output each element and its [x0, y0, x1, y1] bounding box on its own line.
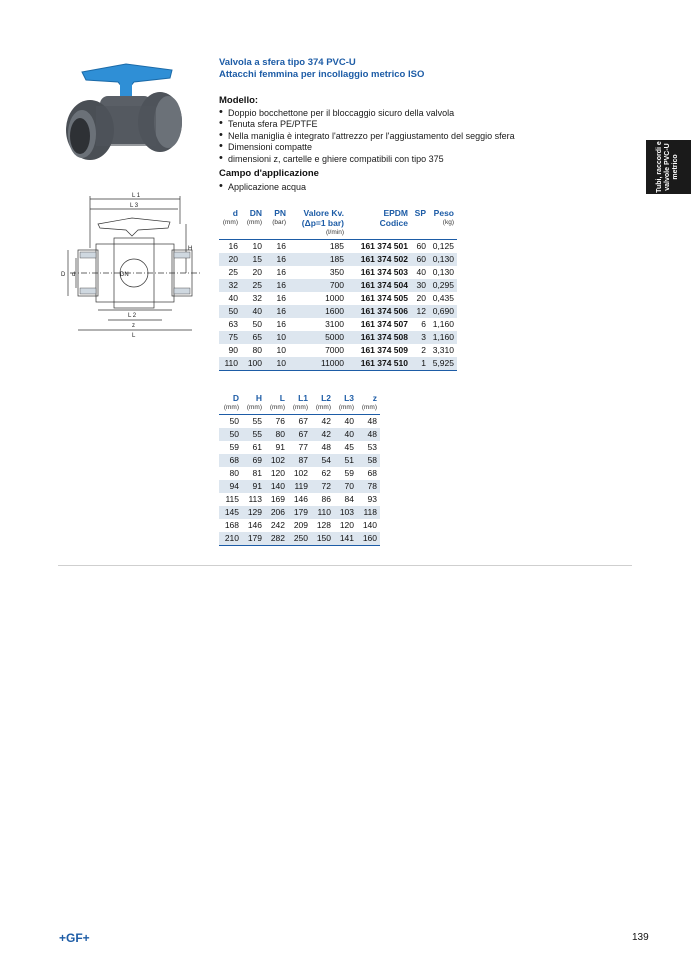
table-cell: 350 — [329, 267, 344, 277]
column-header: L1 (mm) — [288, 393, 311, 415]
table-cell: 70 — [334, 480, 357, 493]
table-cell: 61 — [252, 442, 262, 452]
table-cell: 128 — [316, 520, 331, 530]
table-cell: 185 — [289, 253, 347, 266]
table-cell: 72 — [311, 480, 334, 493]
table-cell: 10 — [265, 357, 289, 371]
table-cell: 110 — [311, 506, 334, 519]
product-title — [219, 57, 424, 81]
application-list — [219, 182, 306, 193]
model-list — [219, 108, 515, 165]
table-cell: 102 — [265, 454, 288, 467]
column-header: z (mm) — [357, 393, 380, 415]
table-cell: 5,925 — [429, 357, 457, 371]
label-H: H — [188, 246, 193, 252]
table-cell: 55 — [252, 416, 262, 426]
table-row — [219, 519, 380, 532]
table-cell: 110 — [219, 357, 241, 371]
table-cell: 65 — [241, 331, 265, 344]
list-item: • Nella maniglia è integrato l'attrezzo per l'aggiustamento del seggio sfera — [219, 131, 515, 142]
list-item: • Tenuta sfera PE/PTFE — [219, 119, 515, 130]
table-row — [219, 305, 457, 318]
table-cell: 25 — [241, 279, 265, 292]
table-cell: 42 — [321, 416, 331, 426]
table-cell: 16 — [276, 319, 286, 329]
table-row — [219, 318, 457, 331]
table-cell: 20 — [219, 253, 241, 266]
table-cell: 40 — [228, 293, 238, 303]
table-cell: 50 — [219, 428, 242, 441]
table-cell: 59 — [344, 468, 354, 478]
table-cell: 91 — [275, 442, 285, 452]
table-cell: 118 — [357, 506, 380, 519]
table-row — [219, 292, 457, 305]
table-cell: 169 — [270, 494, 285, 504]
table-cell: 161 374 508 — [347, 331, 411, 344]
table-cell: 206 — [265, 506, 288, 519]
table-cell: 20 — [416, 293, 426, 303]
product-title-line2: Attacchi femmina per incollaggio metrico ISO — [219, 69, 425, 80]
table-cell: 90 — [228, 345, 238, 355]
table-cell: 242 — [270, 520, 285, 530]
column-header: Valore Kv. (Δp=1 bar) (l/min) — [289, 208, 347, 240]
table-cell: 80 — [252, 345, 262, 355]
table-cell: 209 — [293, 520, 308, 530]
table-cell: 1,160 — [432, 319, 454, 329]
table-cell: 161 374 504 — [347, 279, 411, 292]
column-header: EPDM Codice — [347, 208, 411, 240]
table-row — [219, 480, 380, 493]
table-cell: 15 — [241, 253, 265, 266]
table-cell: 146 — [247, 520, 262, 530]
table-cell: 1 — [411, 357, 429, 371]
table-cell: 146 — [293, 494, 308, 504]
column-header: L (mm) — [265, 393, 288, 415]
table-cell: 282 — [265, 532, 288, 546]
table-cell: 58 — [357, 454, 380, 467]
table-cell: 161 374 501 — [360, 241, 408, 251]
table-cell: 45 — [344, 442, 354, 452]
table-cell: 7000 — [325, 345, 344, 355]
side-tab-line1: Tubi, raccordi e — [656, 141, 663, 193]
table-cell: 68 — [367, 468, 377, 478]
table-cell: 5000 — [289, 331, 347, 344]
label-L3: L 3 — [130, 203, 139, 209]
label-d: d — [72, 272, 76, 278]
table-row — [219, 240, 457, 254]
table-cell: 160 — [357, 532, 380, 546]
table-cell: 1000 — [325, 293, 344, 303]
table-cell: 700 — [289, 279, 347, 292]
table-cell: 32 — [219, 279, 241, 292]
list-item: • Doppio bocchettone per il bloccaggio sicuro della valvola — [219, 108, 515, 119]
table-cell: 10 — [276, 345, 286, 355]
table-cell: 16 — [276, 267, 286, 277]
list-item: • Dimensioni compatte — [219, 142, 515, 153]
table-cell: 168 — [224, 520, 239, 530]
table-cell: 50 — [252, 319, 262, 329]
table-cell: 42 — [311, 428, 334, 441]
column-header: L3 (mm) — [334, 393, 357, 415]
table-cell: 53 — [367, 442, 377, 452]
table-cell: 0,125 — [432, 241, 454, 251]
table-cell: 40 — [344, 416, 354, 426]
table-row — [219, 454, 380, 467]
table-row — [219, 532, 380, 546]
table-cell: 100 — [241, 357, 265, 371]
table-cell: 48 — [367, 416, 377, 426]
table-row — [219, 493, 380, 506]
application-heading: Campo d'applicazione — [219, 168, 319, 179]
column-header: D (mm) — [219, 393, 242, 415]
table-cell: 30 — [411, 279, 429, 292]
table-cell: 150 — [311, 532, 334, 546]
list-item: • Applicazione acqua — [219, 182, 306, 193]
table-cell: 60 — [416, 241, 426, 251]
column-header: SP — [411, 208, 429, 240]
side-tab-line2: valvole PVC-U — [664, 143, 671, 191]
table-cell: 0,130 — [429, 253, 457, 266]
table-row — [219, 441, 380, 454]
table-cell: 161 374 507 — [360, 319, 408, 329]
table-row — [219, 344, 457, 357]
table-cell: 67 — [288, 428, 311, 441]
table-row — [219, 357, 457, 371]
table-cell: 0,435 — [432, 293, 454, 303]
table-cell: 20 — [252, 267, 262, 277]
column-header: DN (mm) — [241, 208, 265, 240]
column-header: d (mm) — [219, 208, 241, 240]
column-header: PN (bar) — [265, 208, 289, 240]
side-tab-line3: metrico — [672, 154, 679, 180]
table-cell: 10 — [265, 331, 289, 344]
table-cell: 54 — [311, 454, 334, 467]
table-row — [219, 467, 380, 480]
table-cell: 179 — [288, 506, 311, 519]
table-cell: 87 — [288, 454, 311, 467]
table-cell: 93 — [367, 494, 377, 504]
table-cell: 102 — [293, 468, 308, 478]
table-cell: 185 — [329, 241, 344, 251]
label-L2: L 2 — [128, 313, 137, 319]
table-cell: 10 — [252, 241, 262, 251]
table-cell: 51 — [334, 454, 357, 467]
table-cell: 68 — [219, 454, 242, 467]
table-cell: 75 — [219, 331, 241, 344]
table-cell: 179 — [242, 532, 265, 546]
table-cell: 76 — [275, 416, 285, 426]
table-cell: 80 — [229, 468, 239, 478]
table-cell: 0,690 — [429, 305, 457, 318]
table-cell: 3100 — [325, 319, 344, 329]
table-cell: 32 — [252, 293, 262, 303]
table-cell: 84 — [344, 494, 354, 504]
table-cell: 161 374 506 — [347, 305, 411, 318]
column-header: L2 (mm) — [311, 393, 334, 415]
table-cell: 3,310 — [432, 345, 454, 355]
table-cell: 48 — [321, 442, 331, 452]
table-row — [219, 506, 380, 519]
table-cell: 81 — [252, 468, 262, 478]
model-heading: Modello: — [219, 95, 259, 106]
table-cell: 141 — [334, 532, 357, 546]
table-cell: 145 — [219, 506, 242, 519]
table-cell: 78 — [357, 480, 380, 493]
table-cell: 11000 — [289, 357, 347, 371]
table-cell: 1,160 — [429, 331, 457, 344]
table-cell: 113 — [248, 494, 262, 504]
table-cell: 161 374 505 — [360, 293, 408, 303]
label-D: D — [61, 272, 66, 278]
section-side-tab — [646, 140, 691, 194]
table-cell: 60 — [411, 253, 429, 266]
table-cell: 16 — [228, 241, 238, 251]
table-cell: 40 — [416, 267, 426, 277]
table-cell: 50 — [219, 305, 241, 318]
table-row — [219, 266, 457, 279]
table-cell: 40 — [334, 428, 357, 441]
column-header: Peso (kg) — [429, 208, 457, 240]
table-cell: 91 — [242, 480, 265, 493]
valve-photo — [60, 60, 190, 180]
table-cell: 12 — [411, 305, 429, 318]
table-cell: 16 — [265, 305, 289, 318]
table-cell: 250 — [288, 532, 311, 546]
table-cell: 16 — [276, 293, 286, 303]
table-cell: 103 — [334, 506, 357, 519]
table-cell: 25 — [228, 267, 238, 277]
table-cell: 62 — [321, 468, 331, 478]
table-cell: 59 — [229, 442, 239, 452]
table-cell: 161 374 509 — [360, 345, 408, 355]
table-cell: 63 — [228, 319, 238, 329]
table-cell: 140 — [265, 480, 288, 493]
table-cell: 69 — [242, 454, 265, 467]
label-L1: L 1 — [132, 193, 141, 199]
section-divider — [58, 565, 632, 566]
table-cell: 161 374 503 — [360, 267, 408, 277]
label-DN: DN — [120, 272, 129, 278]
table-cell: 67 — [298, 416, 308, 426]
gf-logo: +GF+ — [59, 931, 90, 945]
dimensions-table — [219, 393, 380, 546]
table-cell: 2 — [421, 345, 426, 355]
table-cell: 86 — [321, 494, 331, 504]
table-cell: 77 — [298, 442, 308, 452]
table-cell: 115 — [225, 494, 239, 504]
table-cell: 140 — [362, 520, 377, 530]
valve-technical-drawing — [50, 188, 210, 338]
product-title-line1: Valvola a sfera tipo 374 PVC-U — [219, 57, 356, 68]
table-cell: 1600 — [289, 305, 347, 318]
table-cell: 6 — [421, 319, 426, 329]
table-cell: 16 — [276, 241, 286, 251]
table-cell: 40 — [241, 305, 265, 318]
table-row — [219, 428, 380, 441]
table-row — [219, 415, 380, 429]
table-cell: 129 — [242, 506, 265, 519]
label-L: L — [132, 333, 136, 338]
table-cell: 55 — [242, 428, 265, 441]
table-cell: 120 — [339, 520, 354, 530]
table-cell: 3 — [411, 331, 429, 344]
table-cell: 50 — [229, 416, 239, 426]
table-row — [219, 331, 457, 344]
table-cell: 94 — [219, 480, 242, 493]
list-item: • dimensioni z, cartelle e ghiere compatibili con tipo 375 — [219, 154, 515, 165]
label-z: z — [132, 323, 135, 329]
table-cell: 48 — [357, 428, 380, 441]
table-cell: 0,295 — [429, 279, 457, 292]
table-cell: 16 — [265, 253, 289, 266]
table-cell: 0,130 — [432, 267, 454, 277]
table-row — [219, 253, 457, 266]
table-cell: 120 — [270, 468, 285, 478]
table-cell: 80 — [265, 428, 288, 441]
table-cell: 161 374 502 — [347, 253, 411, 266]
table-row — [219, 279, 457, 292]
table-cell: 161 374 510 — [347, 357, 411, 371]
table-cell: 119 — [288, 480, 311, 493]
column-header: H (mm) — [242, 393, 265, 415]
table-cell: 16 — [265, 279, 289, 292]
product-codes-table — [219, 208, 457, 371]
table-cell: 210 — [219, 532, 242, 546]
page-number: 139 — [632, 932, 649, 943]
